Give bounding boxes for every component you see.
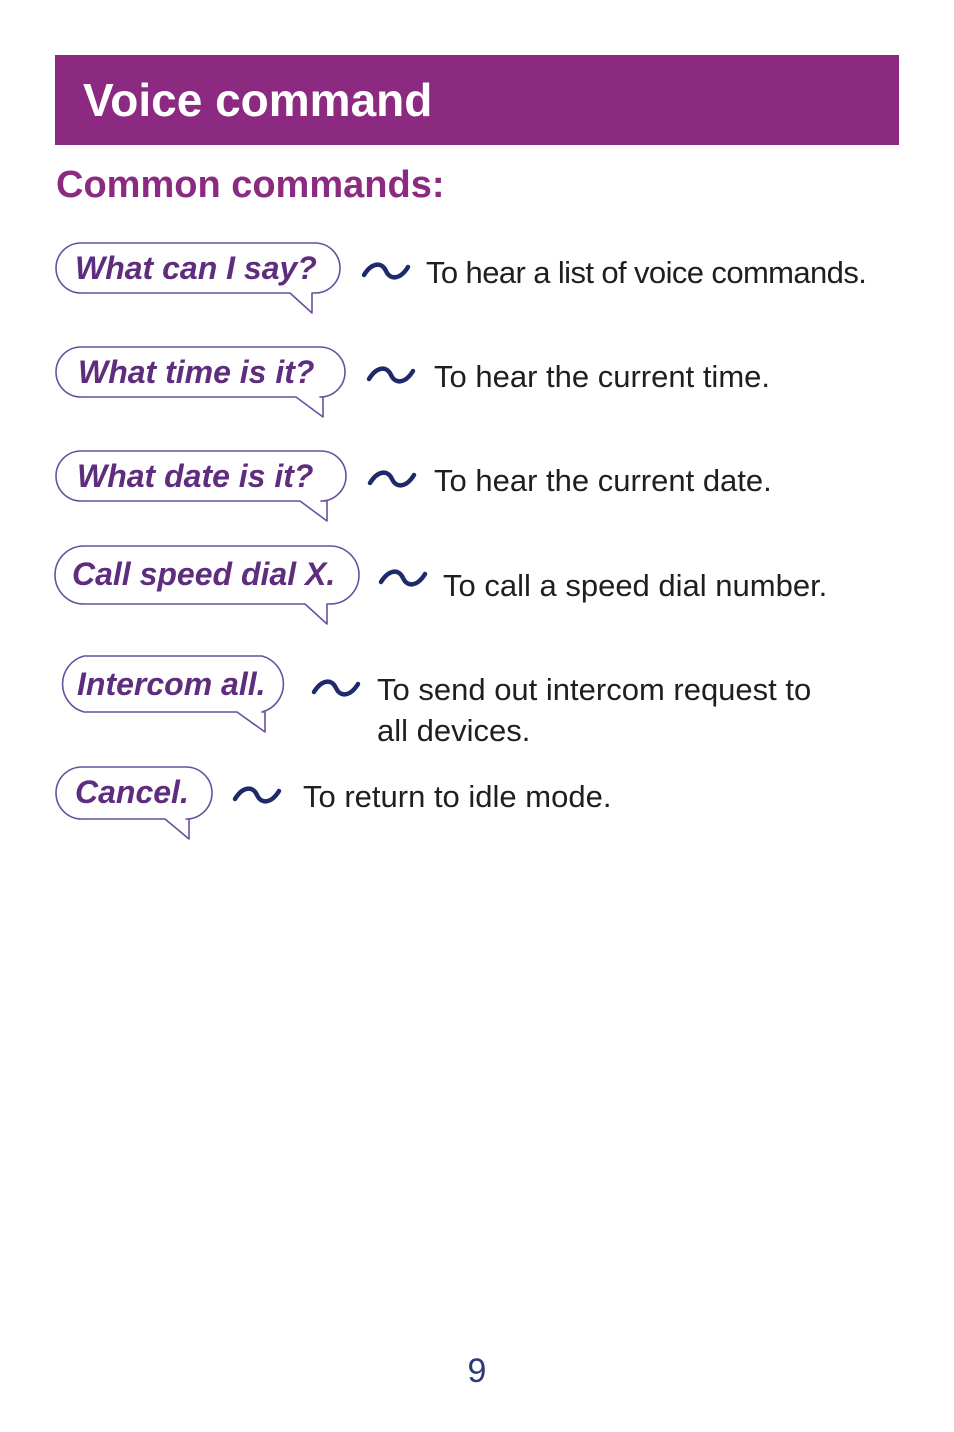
command-description: To send out intercom request to xyxy=(377,672,812,707)
command-phrase: Cancel. xyxy=(75,774,189,810)
page-number: 9 xyxy=(467,1352,487,1390)
command-phrase: What date is it? xyxy=(77,458,314,494)
command-row xyxy=(0,655,954,765)
tilde-icon xyxy=(366,468,418,490)
tilde-icon xyxy=(365,364,417,386)
section-heading: Common commands: xyxy=(56,164,445,206)
command-phrase: Intercom all. xyxy=(77,666,266,702)
command-row xyxy=(0,242,954,342)
command-description: To return to idle mode. xyxy=(303,779,612,814)
tilde-icon xyxy=(231,784,283,806)
command-phrase: What time is it? xyxy=(78,354,315,390)
tilde-icon xyxy=(310,677,362,699)
title-banner xyxy=(55,55,899,145)
page-title: Voice command xyxy=(83,74,433,126)
command-row xyxy=(0,450,954,550)
command-phrase: Call speed dial X. xyxy=(72,556,336,592)
command-description: To call a speed dial number. xyxy=(443,568,828,603)
command-row xyxy=(0,766,954,866)
command-phrase: What can I say? xyxy=(75,250,317,286)
command-description-line2: all devices. xyxy=(377,713,531,748)
tilde-icon xyxy=(360,260,412,282)
command-row xyxy=(0,545,954,645)
command-description: To hear a list of voice commands. xyxy=(426,255,867,290)
command-row xyxy=(0,346,954,446)
command-description: To hear the current time. xyxy=(434,359,770,394)
tilde-icon xyxy=(377,567,429,589)
command-description: To hear the current date. xyxy=(434,463,772,498)
